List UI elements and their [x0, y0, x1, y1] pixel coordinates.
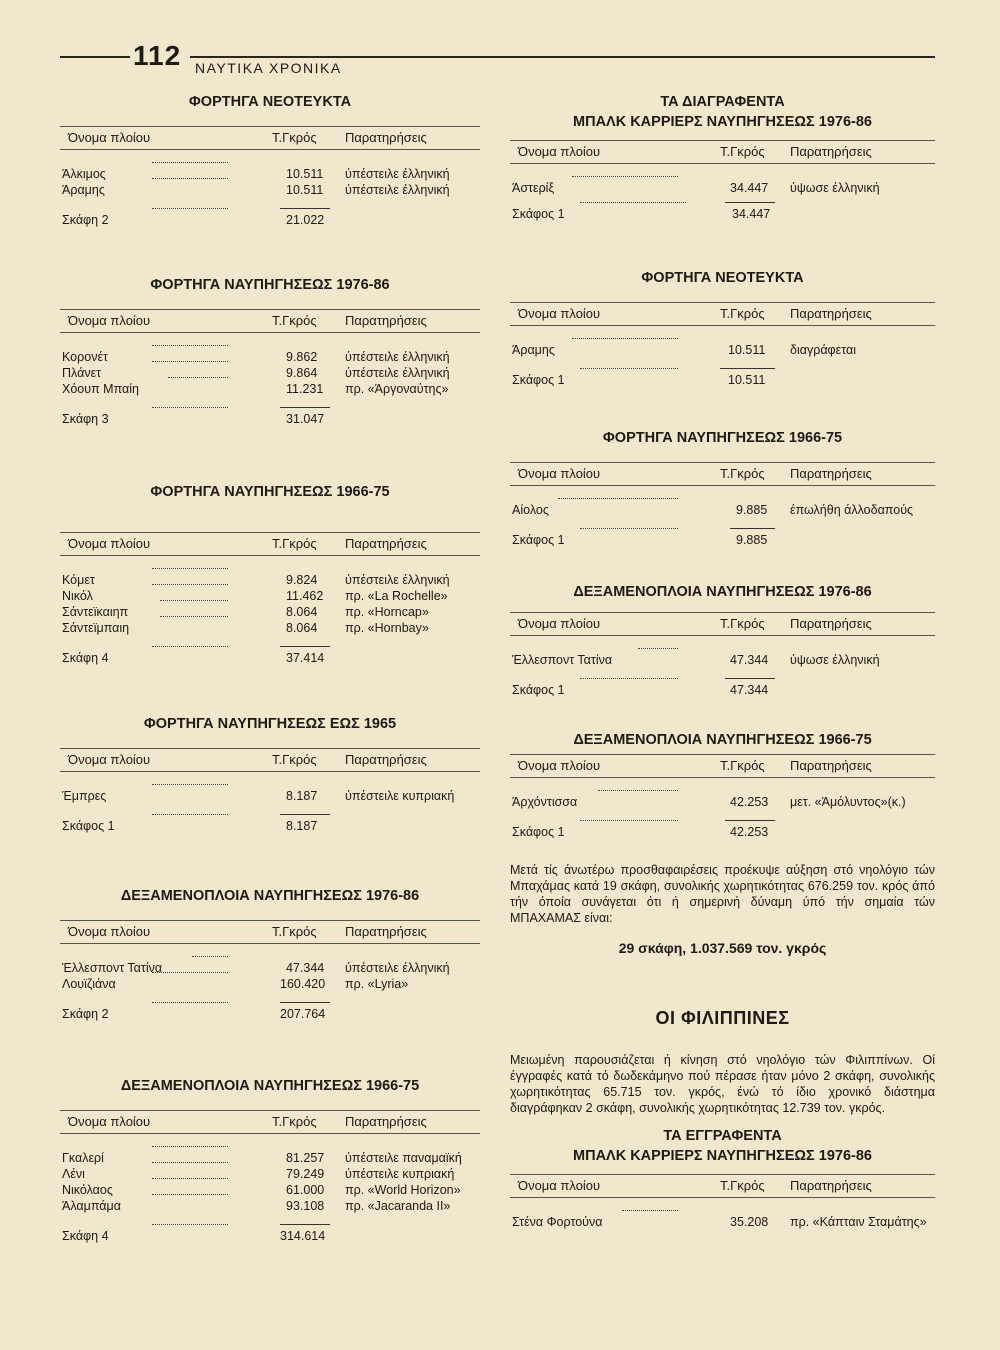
table-header: Όνομα πλοίου Τ.Γκρός Παρατηρήσεις [510, 140, 935, 164]
table-header: Όνομα πλοίου Τ.Γκρός Παρατηρήσεις [60, 309, 480, 333]
philippines-title: ΟΙ ΦΙΛΙΠΠΙΝΕΣ [655, 1008, 790, 1028]
total-row: Σκάφος 1 47.344 [510, 682, 935, 698]
section-title: ΦΟΡΤΗΓΑ ΝΑΥΠΗΓΗΣΕΩΣ 1976-86 [150, 277, 390, 293]
bahamas-total: 29 σκάφη, 1.037.569 τον. γκρός [618, 940, 827, 956]
left-section [60, 1076, 480, 1244]
table-row: Κόμετ 9.824 ύπέστειλε έλληνική [60, 572, 480, 588]
table-header: Όνομα πλοίου Τ.Γκρός Παρατηρήσεις [510, 612, 935, 636]
table-row: Άραμης 10.511 διαγράφεται [510, 342, 935, 358]
table-row: Χόουπ Μπαίη 11.231 πρ. «Άργοναύτης» [60, 381, 480, 397]
section-title: ΔΕΞΑΜΕΝΟΠΛΟΙΑ ΝΑΥΠΗΓΗΣΕΩΣ 1976-86 [573, 584, 872, 600]
table-row: Σάντεϊκαιηπ 8.064 πρ. «Horncap» [60, 604, 480, 620]
right-section [510, 582, 935, 698]
total-row: Σκάφος 1 10.511 [510, 372, 935, 388]
col-notes-header: Παρατηρήσεις [345, 130, 427, 145]
table-row: Λένι 79.249 ύπέστειλε κυπριακή [60, 1166, 480, 1182]
table-row: Σάντεϊμπαιη 8.064 πρ. «Hornbay» [60, 620, 480, 636]
total-row: Σκάφος 1 42.253 [510, 824, 935, 840]
table-row: Στένα Φορτούνα 35.208 πρ. «Κάπταιν Σταμάτης» [510, 1214, 935, 1246]
table-header: Όνομα πλοίου Τ.Γκρός Παρατηρήσεις [60, 1110, 480, 1134]
section-title: ΦΟΡΤΗΓΑ ΝΑΥΠΗΓΗΣΕΩΣ ΕΩΣ 1965 [143, 716, 397, 732]
table-row: Πλάνετ 9.864 ύπέστειλε έλληνική [60, 365, 480, 381]
left-section [60, 714, 480, 834]
table-header: Όνομα πλοίου Τ.Γκρός Παρατηρήσεις [510, 1174, 935, 1198]
section-title: ΦΟΡΤΗΓΑ ΝΕΟΤΕΥΚΤΑ [641, 270, 804, 286]
total-row: Σκάφος 1 8.187 [60, 818, 480, 834]
table-row: Άρχόντισσα 42.253 μετ. «Άμόλυντος»(κ.) [510, 794, 935, 810]
section-title: ΤΑ ΔΙΑΓΡΑΦΕΝΤΑ ΜΠΑΛΚ ΚΑΡΡΙΕΡΣ ΝΑΥΠΗΓΗΣΕΩΣ 1976-86 [573, 94, 872, 130]
table-header: Όνομα πλοίου Τ.Γκρός Παρατηρήσεις [510, 462, 935, 486]
section-title: ΦΟΡΤΗΓΑ ΝΑΥΠΗΓΗΣΕΩΣ 1966-75 [602, 430, 843, 446]
left-section [60, 92, 480, 228]
col-gt-header: Τ.Γκρός [272, 130, 317, 145]
table-row: Νικόλ 11.462 πρ. «La Rochelle» [60, 588, 480, 604]
section-title: ΔΕΞΑΜΕΝΟΠΛΟΙΑ ΝΑΥΠΗΓΗΣΕΩΣ 1966-75 [120, 1078, 420, 1094]
section-title: ΦΟΡΤΗΓΑ ΝΑΥΠΗΓΗΣΕΩΣ 1966-75 [150, 484, 390, 500]
total-row: Σκάφη 3 31.047 [60, 411, 480, 427]
page-number: 112 [133, 40, 182, 71]
left-section [60, 275, 480, 427]
total-row: Σκάφη 2 207.764 [60, 1006, 480, 1022]
table-row: Κορονέτ 9.862 ύπέστειλε έλληνική [60, 349, 480, 365]
total-row: Σκάφη 4 314.614 [60, 1228, 480, 1244]
bahamas-summary: Μετά τίς άνωτέρω προσθαφαιρέσεις προέκυψε αύξηση στό νηολόγιο τών Μπαχάμας κατά 19 σκάφη, συνολικής χωρητικότητας 676.259 τον. κρός άπό τήν όποία συνάγεται ότι ή σημερινή δύναμη ύπό τήν σημαία τών ΜΠΑΧΑΜΑΣ είναι: [510, 863, 935, 925]
table-row: Έμπρες 8.187 ύπέστειλε κυπριακή [60, 788, 480, 804]
left-section [60, 886, 480, 1022]
table-row: Νικόλαος 61.000 πρ. «World Horizon» [60, 1182, 480, 1198]
table-row: Άλκιμος 10.511 ύπέστειλε έλληνική [60, 166, 480, 182]
table-row: Άλαμπάμα 93.108 πρ. «Jacaranda II» [60, 1198, 480, 1214]
table-row: Έλλεσποντ Τατίνα 47.344 ύψωσε έλληνική [510, 652, 935, 668]
section-title: ΤΑ ΕΓΓΡΑΦΕΝΤΑ ΜΠΑΛΚ ΚΑΡΡΙΕΡΣ ΝΑΥΠΗΓΗΣΕΩΣ 1976-86 [573, 1128, 872, 1164]
table-row: Άραμης 10.511 ύπέστειλε έλληνική [60, 182, 480, 198]
table-header: Όνομα πλοίου Τ.Γκρός Παρατηρήσεις [510, 754, 935, 778]
total-row: Σκάφος 1 34.447 [510, 206, 935, 222]
table-header: Όνομα πλοίου Τ.Γκρός Παρατηρήσεις [60, 532, 480, 556]
table-header: Όνομα πλοίου Τ.Γκρός Παρατηρήσεις [60, 920, 480, 944]
philippines-paragraph: Μειωμένη παρουσιάζεται ή κίνηση στό νηολόγιο τών Φιλιππίνων. Οί έγγραφές κατά τό δωδεκάμηνο πού πέρασε ήταν μόνο 2 σκάφη, συνολικής χωρητικότητας 65.715 τον. γκρός, ένώ τό ίδιο χρονικό διάστημα διαγράφηκαν 2 σκάφη, συνολικής χωρητικότητας 12.739 τον. γκρός. [510, 1053, 935, 1115]
right-section [510, 1126, 935, 1246]
table-header: Όνομα πλοίου Τ.Γκρός Παρατηρήσεις [60, 748, 480, 772]
right-section [510, 92, 935, 222]
right-section [510, 268, 935, 388]
publication-title: ΝΑΥΤΙΚΑ ΧΡΟΝΙΚΑ [195, 60, 342, 76]
table-header [60, 126, 480, 150]
section-title: ΔΕΞΑΜΕΝΟΠΛΟΙΑ ΝΑΥΠΗΓΗΣΕΩΣ 1966-75 [573, 732, 872, 748]
total-row: Σκάφη 4 37.414 [60, 650, 480, 666]
table-row: Αίολος 9.885 έπωλήθη άλλοδαπούς [510, 502, 935, 518]
section-title: ΦΟΡΤΗΓΑ ΝΕΟΤΕΥΚΤΑ [188, 94, 352, 110]
section-title: ΔΕΞΑΜΕΝΟΠΛΟΙΑ ΝΑΥΠΗΓΗΣΕΩΣ 1976-86 [120, 888, 420, 904]
table-header: Όνομα πλοίου Τ.Γκρός Παρατηρήσεις [510, 302, 935, 326]
right-section [510, 730, 935, 840]
col-name-header: Όνομα πλοίου [68, 130, 151, 145]
table-row: Λουϊζιάνα 160.420 πρ. «Lyria» [60, 976, 480, 992]
table-row: Έλλεσποντ Τατίνα 47.344 ύπέστειλε έλληνική [60, 960, 480, 976]
table-row: Γκαλερί 81.257 ύπέστειλε παναμαϊκή [60, 1150, 480, 1166]
right-section [510, 428, 935, 548]
total-row: Σκάφος 1 9.885 [510, 532, 935, 548]
header-rule-right [190, 56, 935, 58]
total-row: Σκάφη 2 21.022 [60, 212, 480, 228]
left-section [60, 482, 480, 666]
table-row: Άστερίξ 34.447 ύψωσε έλληνική [510, 180, 935, 196]
header-rule-left [60, 56, 130, 58]
